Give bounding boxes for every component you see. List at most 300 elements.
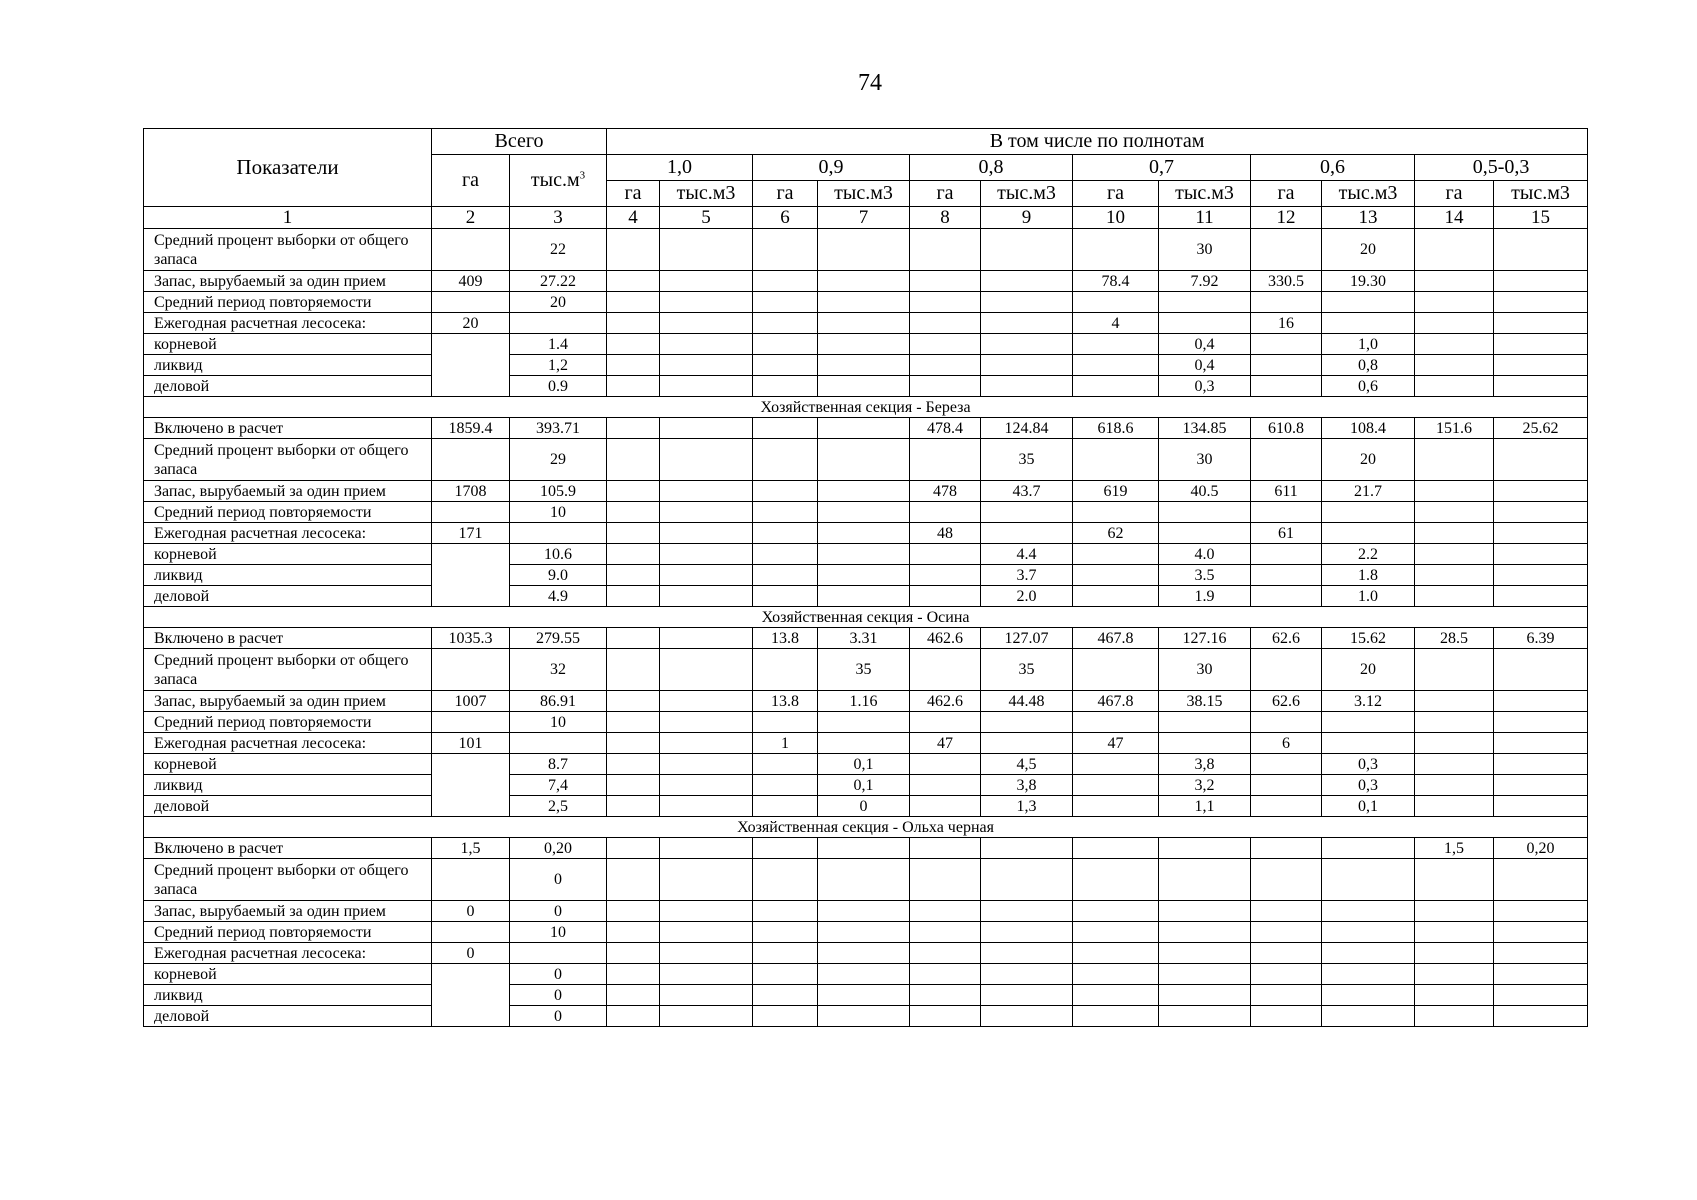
table-cell (753, 418, 818, 439)
table-cell: 35 (981, 439, 1073, 481)
table-cell: 1.9 (1159, 586, 1251, 607)
table-cell (660, 586, 753, 607)
table-cell (607, 481, 660, 502)
table-row (144, 544, 1588, 565)
table-row (144, 733, 1588, 754)
table-cell (910, 964, 981, 985)
header-volume-superscript: 3 (579, 169, 586, 182)
table-cell (607, 628, 660, 649)
table-cell (1159, 712, 1251, 733)
table-cell (1251, 586, 1322, 607)
table-cell (981, 523, 1073, 544)
table-cell (1073, 229, 1159, 271)
table-cell (818, 943, 910, 964)
table-cell (607, 922, 660, 943)
header-total-volume (510, 155, 607, 207)
table-cell: 32 (510, 649, 607, 691)
table-cell: 62.6 (1251, 691, 1322, 712)
table-cell (660, 649, 753, 691)
table-cell (910, 334, 981, 355)
table-cell (1322, 838, 1415, 859)
header-density: 0,5-0,3 (1415, 155, 1588, 181)
table-cell: 1.0 (1322, 586, 1415, 607)
table-cell: 478.4 (910, 418, 981, 439)
table-cell (1251, 922, 1322, 943)
header-density: 0,7 (1073, 155, 1251, 181)
row-label: Включено в расчет (144, 838, 432, 859)
table-cell (981, 733, 1073, 754)
table-cell: 20 (1322, 439, 1415, 481)
table-cell: 124.84 (981, 418, 1073, 439)
table-cell (981, 334, 1073, 355)
table-cell (1415, 775, 1494, 796)
table-cell (660, 1006, 753, 1027)
table-cell (818, 523, 910, 544)
header-by-density: В том числе по полнотам (607, 129, 1588, 155)
table-cell (660, 712, 753, 733)
table-cell (1322, 313, 1415, 334)
table-cell: 1.8 (1322, 565, 1415, 586)
table-cell (432, 859, 510, 901)
table-cell: 1 (753, 733, 818, 754)
table-cell (607, 544, 660, 565)
table-cell: 0,3 (1322, 754, 1415, 775)
table-cell (1251, 775, 1322, 796)
table-cell: 62.6 (1251, 628, 1322, 649)
table-cell (981, 901, 1073, 922)
table-cell (753, 376, 818, 397)
table-row (144, 376, 1588, 397)
table-cell: 279.55 (510, 628, 607, 649)
table-row (144, 481, 1588, 502)
header-density: 1,0 (607, 155, 753, 181)
table-cell (910, 271, 981, 292)
table-cell: 4 (1073, 313, 1159, 334)
header-unit-ha: га (753, 181, 818, 207)
row-label: корневой (144, 544, 432, 565)
table-cell (660, 691, 753, 712)
table-cell (510, 943, 607, 964)
table-cell (607, 565, 660, 586)
row-label: деловой (144, 1006, 432, 1027)
table-cell (607, 586, 660, 607)
table-cell: 22 (510, 229, 607, 271)
table-cell (910, 712, 981, 733)
row-label: Средний период повторяемости (144, 292, 432, 313)
table-cell (981, 943, 1073, 964)
table-cell (1159, 838, 1251, 859)
table-cell (607, 985, 660, 1006)
table-cell (1415, 796, 1494, 817)
table-row (144, 313, 1588, 334)
table-cell (818, 901, 910, 922)
table-cell (607, 292, 660, 313)
table-cell: 10 (510, 502, 607, 523)
table-cell: 0,4 (1159, 355, 1251, 376)
table-cell (1073, 943, 1159, 964)
header-unit-ha: га (1073, 181, 1159, 207)
table-cell (1494, 355, 1588, 376)
table-cell (1494, 292, 1588, 313)
table-cell (1159, 964, 1251, 985)
table-cell: 462.6 (910, 628, 981, 649)
column-number: 14 (1415, 207, 1494, 229)
row-label: корневой (144, 754, 432, 775)
table-cell (1073, 292, 1159, 313)
table-cell: 20 (432, 313, 510, 334)
section-header-row (144, 817, 1588, 838)
table-cell (1251, 439, 1322, 481)
table-cell (1415, 481, 1494, 502)
table-cell (910, 544, 981, 565)
table-cell (981, 271, 1073, 292)
header-total-ha: га (432, 155, 510, 207)
table-row (144, 922, 1588, 943)
table-cell (660, 628, 753, 649)
table-cell (1073, 901, 1159, 922)
table-cell: 0 (510, 985, 607, 1006)
table-cell (607, 313, 660, 334)
table-cell (1494, 796, 1588, 817)
table-cell: 3.7 (981, 565, 1073, 586)
table-cell (1415, 544, 1494, 565)
table-cell: 1,0 (1322, 334, 1415, 355)
table-cell (981, 922, 1073, 943)
table-cell (1494, 733, 1588, 754)
table-cell (660, 523, 753, 544)
table-cell: 20 (1322, 649, 1415, 691)
table-row (144, 355, 1588, 376)
table-cell: 0 (432, 943, 510, 964)
table-row (144, 271, 1588, 292)
table-cell (1415, 985, 1494, 1006)
table-cell (607, 271, 660, 292)
table-cell: 127.07 (981, 628, 1073, 649)
table-cell (1073, 712, 1159, 733)
table-cell (1073, 922, 1159, 943)
section-header-row (144, 607, 1588, 628)
table-cell (753, 901, 818, 922)
table-cell (1251, 985, 1322, 1006)
row-label: Ежегодная расчетная лесосека: (144, 523, 432, 544)
row-label: ликвид (144, 565, 432, 586)
table-cell (1159, 733, 1251, 754)
column-number: 1 (144, 207, 432, 229)
table-cell (660, 439, 753, 481)
table-cell (1251, 292, 1322, 313)
table-cell: 2.2 (1322, 544, 1415, 565)
table-cell: 78.4 (1073, 271, 1159, 292)
table-cell (818, 544, 910, 565)
table-cell (1322, 922, 1415, 943)
table-cell (910, 754, 981, 775)
column-number: 13 (1322, 207, 1415, 229)
table-cell: 1708 (432, 481, 510, 502)
table-cell (432, 712, 510, 733)
table-cell: 127.16 (1159, 628, 1251, 649)
table-cell (1073, 502, 1159, 523)
table-cell: 108.4 (1322, 418, 1415, 439)
table-cell: 467.8 (1073, 628, 1159, 649)
table-cell (1494, 523, 1588, 544)
table-cell: 611 (1251, 481, 1322, 502)
table-cell (818, 712, 910, 733)
table-cell: 10 (510, 712, 607, 733)
table-row (144, 754, 1588, 775)
table-cell (753, 544, 818, 565)
table-row (144, 712, 1588, 733)
table-cell (607, 229, 660, 271)
table-cell (1073, 355, 1159, 376)
table-cell (660, 985, 753, 1006)
table-cell (660, 418, 753, 439)
table-cell (1322, 502, 1415, 523)
table-cell: 28.5 (1415, 628, 1494, 649)
table-cell: 151.6 (1415, 418, 1494, 439)
table-cell: 6 (1251, 733, 1322, 754)
table-cell (753, 313, 818, 334)
table-row (144, 985, 1588, 1006)
table-cell: 1.4 (510, 334, 607, 355)
table-cell (1159, 943, 1251, 964)
table-cell (1073, 964, 1159, 985)
table-cell: 0.9 (510, 376, 607, 397)
table-cell: 1859.4 (432, 418, 510, 439)
header-unit-ha: га (1251, 181, 1322, 207)
header-unit-volume: тыс.м3 (1322, 181, 1415, 207)
table-cell (1494, 481, 1588, 502)
table-cell (510, 523, 607, 544)
header-row-1 (144, 129, 1588, 155)
header-total: Всего (432, 129, 607, 155)
header-unit-volume: тыс.м3 (981, 181, 1073, 207)
table-row (144, 691, 1588, 712)
table-cell (818, 439, 910, 481)
row-label: ликвид (144, 775, 432, 796)
table-cell: 0,20 (1494, 838, 1588, 859)
table-cell (910, 292, 981, 313)
table-cell (753, 334, 818, 355)
table-cell (607, 1006, 660, 1027)
table-cell (981, 1006, 1073, 1027)
table-cell (818, 229, 910, 271)
forest-stock-table (143, 128, 1588, 1027)
column-numbers-row (144, 207, 1588, 229)
table-cell (1073, 859, 1159, 901)
table-cell (981, 838, 1073, 859)
table-cell: 1007 (432, 691, 510, 712)
table-cell: 29 (510, 439, 607, 481)
table-cell (1415, 1006, 1494, 1027)
header-unit-ha: га (607, 181, 660, 207)
table-cell (753, 502, 818, 523)
column-number: 9 (981, 207, 1073, 229)
table-cell: 62 (1073, 523, 1159, 544)
table-cell (607, 796, 660, 817)
table-cell: 105.9 (510, 481, 607, 502)
table-cell (660, 313, 753, 334)
table-row (144, 628, 1588, 649)
table-cell (607, 691, 660, 712)
table-row (144, 418, 1588, 439)
table-cell (660, 796, 753, 817)
table-cell (660, 544, 753, 565)
table-cell (1159, 922, 1251, 943)
table-cell: 16 (1251, 313, 1322, 334)
table-cell (1073, 985, 1159, 1006)
table-cell: 0,4 (1159, 334, 1251, 355)
table-cell (1159, 901, 1251, 922)
table-cell (910, 985, 981, 1006)
table-cell (1415, 586, 1494, 607)
table-row (144, 796, 1588, 817)
table-cell (1494, 922, 1588, 943)
table-cell: 0,6 (1322, 376, 1415, 397)
table-cell: 0,1 (818, 754, 910, 775)
row-label: деловой (144, 376, 432, 397)
table-cell: 3.31 (818, 628, 910, 649)
table-cell (981, 502, 1073, 523)
table-cell (753, 712, 818, 733)
table-cell (1251, 754, 1322, 775)
table-cell: 0 (510, 901, 607, 922)
table-cell (1073, 775, 1159, 796)
table-cell: 1035.3 (432, 628, 510, 649)
table-cell (660, 334, 753, 355)
header-unit-volume: тыс.м3 (1159, 181, 1251, 207)
table-cell (510, 733, 607, 754)
table-row (144, 964, 1588, 985)
table-cell: 27.22 (510, 271, 607, 292)
table-cell (1494, 502, 1588, 523)
column-number: 7 (818, 207, 910, 229)
table-cell (981, 355, 1073, 376)
table-cell: 3,2 (1159, 775, 1251, 796)
table-cell (753, 355, 818, 376)
table-row (144, 565, 1588, 586)
table-cell: 618.6 (1073, 418, 1159, 439)
table-cell (1159, 1006, 1251, 1027)
table-cell (607, 418, 660, 439)
header-density: 0,8 (910, 155, 1073, 181)
row-label: корневой (144, 964, 432, 985)
table-cell (910, 586, 981, 607)
column-number: 3 (510, 207, 607, 229)
table-cell (660, 481, 753, 502)
table-cell (910, 922, 981, 943)
table-cell (607, 838, 660, 859)
table-cell (1251, 502, 1322, 523)
table-cell: 86.91 (510, 691, 607, 712)
table-cell (981, 376, 1073, 397)
table-cell (818, 481, 910, 502)
table-cell (607, 901, 660, 922)
table-cell (753, 523, 818, 544)
table-cell: 478 (910, 481, 981, 502)
table-cell (1415, 733, 1494, 754)
table-cell (1415, 334, 1494, 355)
table-cell (1494, 376, 1588, 397)
row-label: Запас, вырубаемый за один прием (144, 271, 432, 292)
row-label: деловой (144, 586, 432, 607)
table-cell (1494, 439, 1588, 481)
table-cell (607, 733, 660, 754)
table-cell (1322, 733, 1415, 754)
table-cell (660, 901, 753, 922)
table-cell: 4,5 (981, 754, 1073, 775)
table-cell (660, 355, 753, 376)
table-cell (607, 502, 660, 523)
row-label: Средний период повторяемости (144, 712, 432, 733)
table-cell (1494, 691, 1588, 712)
column-number: 11 (1159, 207, 1251, 229)
table-cell (660, 754, 753, 775)
row-label: Включено в расчет (144, 628, 432, 649)
table-cell (910, 775, 981, 796)
table-cell (1251, 334, 1322, 355)
table-cell: 30 (1159, 229, 1251, 271)
table-cell: 4.0 (1159, 544, 1251, 565)
table-cell (818, 271, 910, 292)
row-label: Ежегодная расчетная лесосека: (144, 733, 432, 754)
table-cell (910, 859, 981, 901)
table-row (144, 523, 1588, 544)
table-cell (818, 565, 910, 586)
table-cell (1415, 376, 1494, 397)
table-row (144, 502, 1588, 523)
table-row (144, 859, 1588, 901)
table-cell (607, 523, 660, 544)
table-row (144, 901, 1588, 922)
table-cell: 43.7 (981, 481, 1073, 502)
table-row (144, 649, 1588, 691)
table-cell (1322, 964, 1415, 985)
table-body (144, 229, 1588, 1027)
table-cell (1494, 1006, 1588, 1027)
section-title: Хозяйственная секция - Ольха черная (144, 817, 1588, 838)
table-cell (1073, 334, 1159, 355)
table-cell (1415, 964, 1494, 985)
table-cell (1415, 313, 1494, 334)
table-cell: 0 (432, 901, 510, 922)
table-cell (818, 418, 910, 439)
table-cell (753, 586, 818, 607)
table-cell (910, 313, 981, 334)
page-number: 74 (858, 70, 882, 96)
table-cell: 1,5 (432, 838, 510, 859)
table-cell (1494, 334, 1588, 355)
table-row (144, 586, 1588, 607)
table-cell (818, 376, 910, 397)
table-cell (1494, 712, 1588, 733)
table-cell: 0,1 (818, 775, 910, 796)
table-cell: 1,1 (1159, 796, 1251, 817)
table-cell (607, 355, 660, 376)
table-cell (1073, 649, 1159, 691)
table-cell (1159, 292, 1251, 313)
table-cell (1251, 649, 1322, 691)
table-row (144, 439, 1588, 481)
table-cell (1159, 502, 1251, 523)
table-cell: 610.8 (1251, 418, 1322, 439)
section-title: Хозяйственная секция - Осина (144, 607, 1588, 628)
table-cell (660, 565, 753, 586)
table-cell (1494, 229, 1588, 271)
table-cell (1251, 964, 1322, 985)
table-cell (1073, 1006, 1159, 1027)
table-cell (753, 649, 818, 691)
table-cell: 40.5 (1159, 481, 1251, 502)
